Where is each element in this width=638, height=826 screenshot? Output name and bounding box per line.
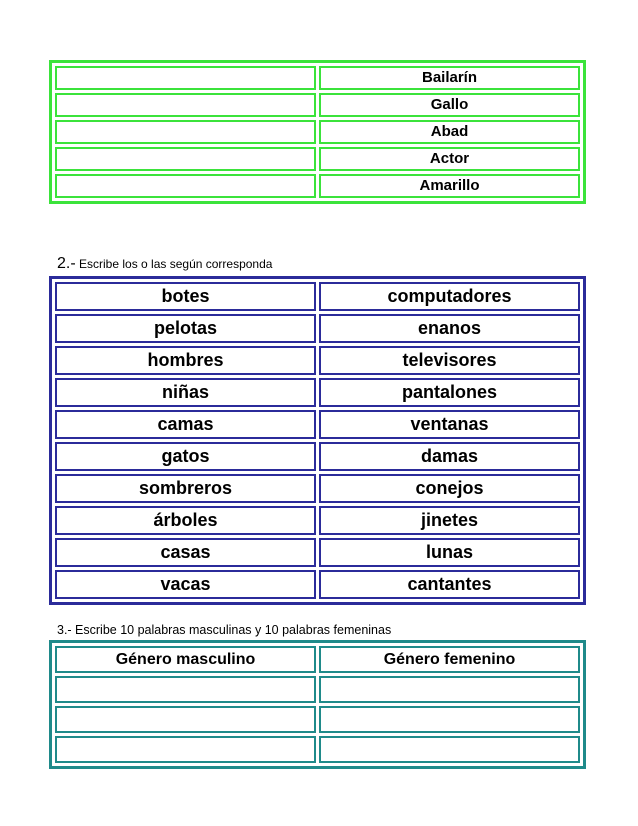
gender-table-header bbox=[55, 646, 580, 673]
table-cell[interactable] bbox=[319, 706, 580, 733]
section-3-instruction: 3.- Escribe 10 palabras masculinas y 10 palabras femeninas bbox=[57, 623, 392, 637]
table-cell: niñas bbox=[55, 378, 316, 407]
table-cell: pelotas bbox=[55, 314, 316, 343]
section-2-instruction bbox=[57, 255, 272, 273]
table-cell[interactable] bbox=[319, 676, 580, 703]
table-cell[interactable] bbox=[55, 147, 316, 171]
section-2-number: 2.- bbox=[57, 255, 76, 272]
table-row bbox=[55, 410, 580, 439]
table-cell: árboles bbox=[55, 506, 316, 535]
header-masculine: Género masculino bbox=[55, 646, 316, 673]
gender-table bbox=[49, 640, 586, 769]
table-cell: pantalones bbox=[319, 378, 580, 407]
table-cell: hombres bbox=[55, 346, 316, 375]
table-row bbox=[55, 147, 580, 171]
header-feminine: Género femenino bbox=[319, 646, 580, 673]
table-cell: sombreros bbox=[55, 474, 316, 503]
table-cell: camas bbox=[55, 410, 316, 439]
table-cell[interactable] bbox=[55, 120, 316, 144]
table-cell: casas bbox=[55, 538, 316, 567]
words-table-1 bbox=[49, 60, 586, 204]
table-row bbox=[55, 474, 580, 503]
table-cell[interactable] bbox=[55, 66, 316, 90]
table-cell: lunas bbox=[319, 538, 580, 567]
table-row bbox=[55, 538, 580, 567]
table-row bbox=[55, 282, 580, 311]
section-2-text: Escribe los o las según corresponda bbox=[79, 257, 273, 271]
table-cell: vacas bbox=[55, 570, 316, 599]
table-row bbox=[55, 378, 580, 407]
articles-table bbox=[49, 276, 586, 605]
table-cell: Amarillo bbox=[319, 174, 580, 198]
table-cell: botes bbox=[55, 282, 316, 311]
table-cell[interactable] bbox=[319, 736, 580, 763]
table-cell: damas bbox=[319, 442, 580, 471]
table-cell: ventanas bbox=[319, 410, 580, 439]
table-cell: Gallo bbox=[319, 93, 580, 117]
table-cell: televisores bbox=[319, 346, 580, 375]
table-row bbox=[55, 93, 580, 117]
table-cell: Bailarín bbox=[319, 66, 580, 90]
table-cell: Abad bbox=[319, 120, 580, 144]
table-row bbox=[55, 314, 580, 343]
table-row bbox=[55, 706, 580, 733]
table-row bbox=[55, 676, 580, 703]
table-row bbox=[55, 570, 580, 599]
table-row bbox=[55, 66, 580, 90]
table-cell: cantantes bbox=[319, 570, 580, 599]
table-row bbox=[55, 736, 580, 763]
table-cell[interactable] bbox=[55, 676, 316, 703]
table-row bbox=[55, 120, 580, 144]
table-cell: Actor bbox=[319, 147, 580, 171]
table-cell[interactable] bbox=[55, 706, 316, 733]
table-cell: enanos bbox=[319, 314, 580, 343]
table-row bbox=[55, 174, 580, 198]
table-row bbox=[55, 346, 580, 375]
table-cell: gatos bbox=[55, 442, 316, 471]
table-cell: jinetes bbox=[319, 506, 580, 535]
table-cell[interactable] bbox=[55, 736, 316, 763]
table-cell[interactable] bbox=[55, 174, 316, 198]
table-cell: computadores bbox=[319, 282, 580, 311]
table-row bbox=[55, 506, 580, 535]
table-cell[interactable] bbox=[55, 93, 316, 117]
table-cell: conejos bbox=[319, 474, 580, 503]
table-row bbox=[55, 442, 580, 471]
